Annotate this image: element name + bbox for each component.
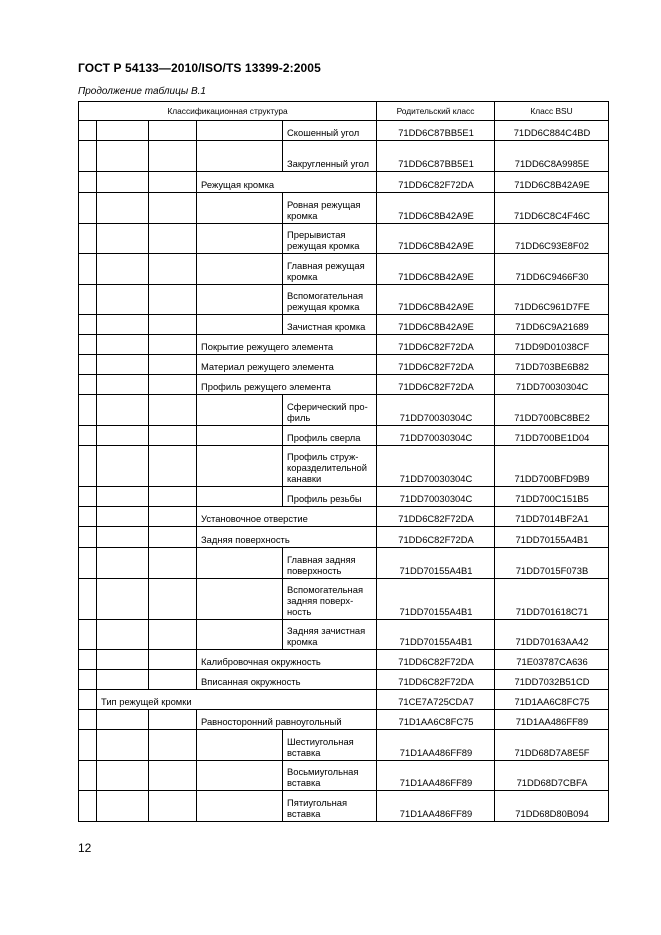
indent-cell <box>79 730 97 761</box>
indent-cell <box>97 375 149 395</box>
parent-class-code: 71DD70155A4B1 <box>377 579 495 620</box>
indent-cell <box>79 395 97 426</box>
indent-cell <box>149 548 197 579</box>
classification-name: Вписанная окружность <box>197 670 377 690</box>
indent-cell <box>97 141 149 172</box>
indent-cell <box>149 579 197 620</box>
indent-cell <box>149 507 197 527</box>
indent-cell <box>97 193 149 224</box>
parent-class-code: 71DD70155A4B1 <box>377 620 495 650</box>
indent-cell <box>149 285 197 315</box>
classification-name: Сферический про-филь <box>283 395 377 426</box>
indent-cell <box>79 710 97 730</box>
indent-cell <box>79 620 97 650</box>
table-row <box>79 285 609 315</box>
classification-name: Калибровочная окружность <box>197 650 377 670</box>
indent-cell <box>97 446 149 487</box>
table-row <box>79 650 609 670</box>
bsu-class-code: 71DD70155A4B1 <box>495 527 609 548</box>
column-header-structure: Классификационная структура <box>79 102 377 121</box>
bsu-class-code: 71DD68D7CBFA <box>495 761 609 791</box>
indent-cell <box>197 193 283 224</box>
classification-name: Скошенный угол <box>283 121 377 141</box>
parent-class-code: 71DD6C82F72DA <box>377 650 495 670</box>
classification-name: Покрытие режущего элемента <box>197 335 377 355</box>
parent-class-code: 71DD6C87BB5E1 <box>377 121 495 141</box>
indent-cell <box>97 650 149 670</box>
table-row <box>79 426 609 446</box>
bsu-class-code: 71DD7015F073B <box>495 548 609 579</box>
parent-class-code: 71DD6C87BB5E1 <box>377 141 495 172</box>
parent-class-code: 71DD6C8B42A9E <box>377 315 495 335</box>
indent-cell <box>149 527 197 548</box>
indent-cell <box>79 224 97 254</box>
bsu-class-code: 71DD6C8B42A9E <box>495 172 609 193</box>
classification-name: Главная задняя поверхность <box>283 548 377 579</box>
indent-cell <box>149 224 197 254</box>
table-row <box>79 193 609 224</box>
parent-class-code: 71DD6C82F72DA <box>377 670 495 690</box>
indent-cell <box>197 761 283 791</box>
indent-cell <box>149 355 197 375</box>
table-row <box>79 172 609 193</box>
indent-cell <box>79 315 97 335</box>
parent-class-code: 71DD6C8B42A9E <box>377 193 495 224</box>
bsu-class-code: 71DD700C151B5 <box>495 487 609 507</box>
indent-cell <box>79 690 97 710</box>
bsu-class-code: 71DD68D80B094 <box>495 791 609 822</box>
indent-cell <box>79 172 97 193</box>
table-row <box>79 315 609 335</box>
indent-cell <box>97 121 149 141</box>
page-number: 12 <box>78 841 92 855</box>
indent-cell <box>97 426 149 446</box>
table-row <box>79 710 609 730</box>
indent-cell <box>79 121 97 141</box>
indent-cell <box>79 254 97 285</box>
classification-name: Прерывистая режущая кромка <box>283 224 377 254</box>
bsu-class-code: 71DD700BFD9B9 <box>495 446 609 487</box>
table-row <box>79 670 609 690</box>
indent-cell <box>197 254 283 285</box>
classification-name: Вспомогательная задняя поверх-ность <box>283 579 377 620</box>
table-row <box>79 446 609 487</box>
bsu-class-code: 71DD70030304C <box>495 375 609 395</box>
indent-cell <box>97 710 149 730</box>
classification-name: Восьмиугольная вставка <box>283 761 377 791</box>
indent-cell <box>149 670 197 690</box>
parent-class-code: 71DD6C82F72DA <box>377 507 495 527</box>
indent-cell <box>97 315 149 335</box>
indent-cell <box>79 650 97 670</box>
indent-cell <box>79 507 97 527</box>
indent-cell <box>97 335 149 355</box>
parent-class-code: 71DD6C8B42A9E <box>377 285 495 315</box>
table-row <box>79 254 609 285</box>
parent-class-code: 71DD6C82F72DA <box>377 375 495 395</box>
indent-cell <box>149 335 197 355</box>
classification-name: Профиль резьбы <box>283 487 377 507</box>
bsu-class-code: 71DD6C9A21689 <box>495 315 609 335</box>
table-row <box>79 395 609 426</box>
indent-cell <box>197 730 283 761</box>
indent-cell <box>197 285 283 315</box>
parent-class-code: 71CE7A725CDA7 <box>377 690 495 710</box>
indent-cell <box>149 395 197 426</box>
table-caption: Продолжение таблицы В.1 <box>78 86 206 97</box>
table-row <box>79 730 609 761</box>
bsu-class-code: 71DD6C8C4F46C <box>495 193 609 224</box>
table-row <box>79 579 609 620</box>
table-row <box>79 355 609 375</box>
indent-cell <box>97 507 149 527</box>
indent-cell <box>197 121 283 141</box>
indent-cell <box>79 335 97 355</box>
indent-cell <box>79 446 97 487</box>
parent-class-code: 71DD70030304C <box>377 487 495 507</box>
indent-cell <box>149 375 197 395</box>
bsu-class-code: 71DD9D01038CF <box>495 335 609 355</box>
parent-class-code: 71DD70030304C <box>377 446 495 487</box>
table-row <box>79 527 609 548</box>
indent-cell <box>149 193 197 224</box>
indent-cell <box>149 710 197 730</box>
classification-name: Пятиугольная вставка <box>283 791 377 822</box>
classification-name: Материал режущего элемента <box>197 355 377 375</box>
classification-name: Задняя поверхность <box>197 527 377 548</box>
indent-cell <box>97 224 149 254</box>
indent-cell <box>79 375 97 395</box>
bsu-class-code: 71D1AA486FF89 <box>495 710 609 730</box>
indent-cell <box>197 487 283 507</box>
classification-name: Главная режущая кромка <box>283 254 377 285</box>
indent-cell <box>79 791 97 822</box>
classification-name: Равносторонний равноугольный <box>197 710 377 730</box>
bsu-class-code: 71DD68D7A8E5F <box>495 730 609 761</box>
indent-cell <box>97 285 149 315</box>
indent-cell <box>149 121 197 141</box>
classification-name: Установочное отверстие <box>197 507 377 527</box>
indent-cell <box>149 487 197 507</box>
bsu-class-code: 71DD7032B51CD <box>495 670 609 690</box>
bsu-class-code: 71DD6C93E8F02 <box>495 224 609 254</box>
table-row <box>79 548 609 579</box>
indent-cell <box>149 761 197 791</box>
indent-cell <box>149 315 197 335</box>
indent-cell <box>149 620 197 650</box>
parent-class-code: 71DD6C82F72DA <box>377 172 495 193</box>
parent-class-code: 71D1AA486FF89 <box>377 761 495 791</box>
parent-class-code: 71D1AA6C8FC75 <box>377 710 495 730</box>
parent-class-code: 71DD6C82F72DA <box>377 527 495 548</box>
indent-cell <box>97 527 149 548</box>
indent-cell <box>149 791 197 822</box>
classification-table <box>78 101 609 822</box>
indent-cell <box>79 548 97 579</box>
indent-cell <box>79 426 97 446</box>
indent-cell <box>149 254 197 285</box>
indent-cell <box>79 670 97 690</box>
classification-name: Профиль режущего элемента <box>197 375 377 395</box>
indent-cell <box>197 315 283 335</box>
indent-cell <box>97 487 149 507</box>
indent-cell <box>149 172 197 193</box>
indent-cell <box>79 761 97 791</box>
indent-cell <box>197 548 283 579</box>
bsu-class-code: 71DD6C9466F30 <box>495 254 609 285</box>
table-row <box>79 224 609 254</box>
bsu-class-code: 71D1AA6C8FC75 <box>495 690 609 710</box>
classification-name: Профиль струж-коразделительной канавки <box>283 446 377 487</box>
indent-cell <box>97 355 149 375</box>
indent-cell <box>197 579 283 620</box>
indent-cell <box>149 730 197 761</box>
indent-cell <box>97 791 149 822</box>
table-row <box>79 375 609 395</box>
indent-cell <box>79 527 97 548</box>
parent-class-code: 71DD6C8B42A9E <box>377 254 495 285</box>
indent-cell <box>97 172 149 193</box>
parent-class-code: 71D1AA486FF89 <box>377 791 495 822</box>
indent-cell <box>79 285 97 315</box>
table-row <box>79 141 609 172</box>
indent-cell <box>97 670 149 690</box>
indent-cell <box>97 620 149 650</box>
indent-cell <box>97 761 149 791</box>
indent-cell <box>149 426 197 446</box>
indent-cell <box>149 446 197 487</box>
table-row <box>79 121 609 141</box>
bsu-class-code: 71DD6C884C4BD <box>495 121 609 141</box>
table-row <box>79 335 609 355</box>
classification-name: Режущая кромка <box>197 172 377 193</box>
bsu-class-code: 71DD700BC8BE2 <box>495 395 609 426</box>
table-row <box>79 791 609 822</box>
classification-name: Зачистная кромка <box>283 315 377 335</box>
indent-cell <box>79 355 97 375</box>
indent-cell <box>79 487 97 507</box>
classification-name: Тип режущей кромки <box>97 690 377 710</box>
indent-cell <box>197 620 283 650</box>
table-row <box>79 690 609 710</box>
indent-cell <box>197 224 283 254</box>
bsu-class-code: 71DD7014BF2A1 <box>495 507 609 527</box>
indent-cell <box>149 650 197 670</box>
indent-cell <box>97 548 149 579</box>
indent-cell <box>97 395 149 426</box>
indent-cell <box>197 395 283 426</box>
bsu-class-code: 71DD6C961D7FE <box>495 285 609 315</box>
bsu-class-code: 71DD703BE6B82 <box>495 355 609 375</box>
indent-cell <box>197 141 283 172</box>
bsu-class-code: 71DD6C8A9985E <box>495 141 609 172</box>
table-row <box>79 507 609 527</box>
classification-name: Ровная режущая кромка <box>283 193 377 224</box>
indent-cell <box>197 446 283 487</box>
indent-cell <box>197 791 283 822</box>
table-row <box>79 487 609 507</box>
classification-name: Вспомогательная режущая кромка <box>283 285 377 315</box>
classification-name: Задняя зачистная кромка <box>283 620 377 650</box>
column-header-bsu: Класс BSU <box>495 102 609 121</box>
indent-cell <box>79 579 97 620</box>
table-row <box>79 620 609 650</box>
indent-cell <box>97 254 149 285</box>
bsu-class-code: 71DD701618C71 <box>495 579 609 620</box>
indent-cell <box>197 426 283 446</box>
indent-cell <box>149 141 197 172</box>
classification-name: Профиль сверла <box>283 426 377 446</box>
parent-class-code: 71DD70030304C <box>377 426 495 446</box>
classification-name: Закругленный угол <box>283 141 377 172</box>
indent-cell <box>97 730 149 761</box>
table-header-row <box>79 102 609 121</box>
parent-class-code: 71DD70155A4B1 <box>377 548 495 579</box>
table-row <box>79 761 609 791</box>
bsu-class-code: 71DD70163AA42 <box>495 620 609 650</box>
indent-cell <box>79 141 97 172</box>
document-title: ГОСТ Р 54133—2010/ISO/TS 13399-2:2005 <box>78 61 321 75</box>
bsu-class-code: 71DD700BE1D04 <box>495 426 609 446</box>
parent-class-code: 71DD6C8B42A9E <box>377 224 495 254</box>
parent-class-code: 71DD6C82F72DA <box>377 335 495 355</box>
indent-cell <box>97 579 149 620</box>
parent-class-code: 71D1AA486FF89 <box>377 730 495 761</box>
parent-class-code: 71DD6C82F72DA <box>377 355 495 375</box>
classification-name: Шестиугольная вставка <box>283 730 377 761</box>
column-header-parent: Родительский класс <box>377 102 495 121</box>
indent-cell <box>79 193 97 224</box>
bsu-class-code: 71E03787CA636 <box>495 650 609 670</box>
parent-class-code: 71DD70030304C <box>377 395 495 426</box>
